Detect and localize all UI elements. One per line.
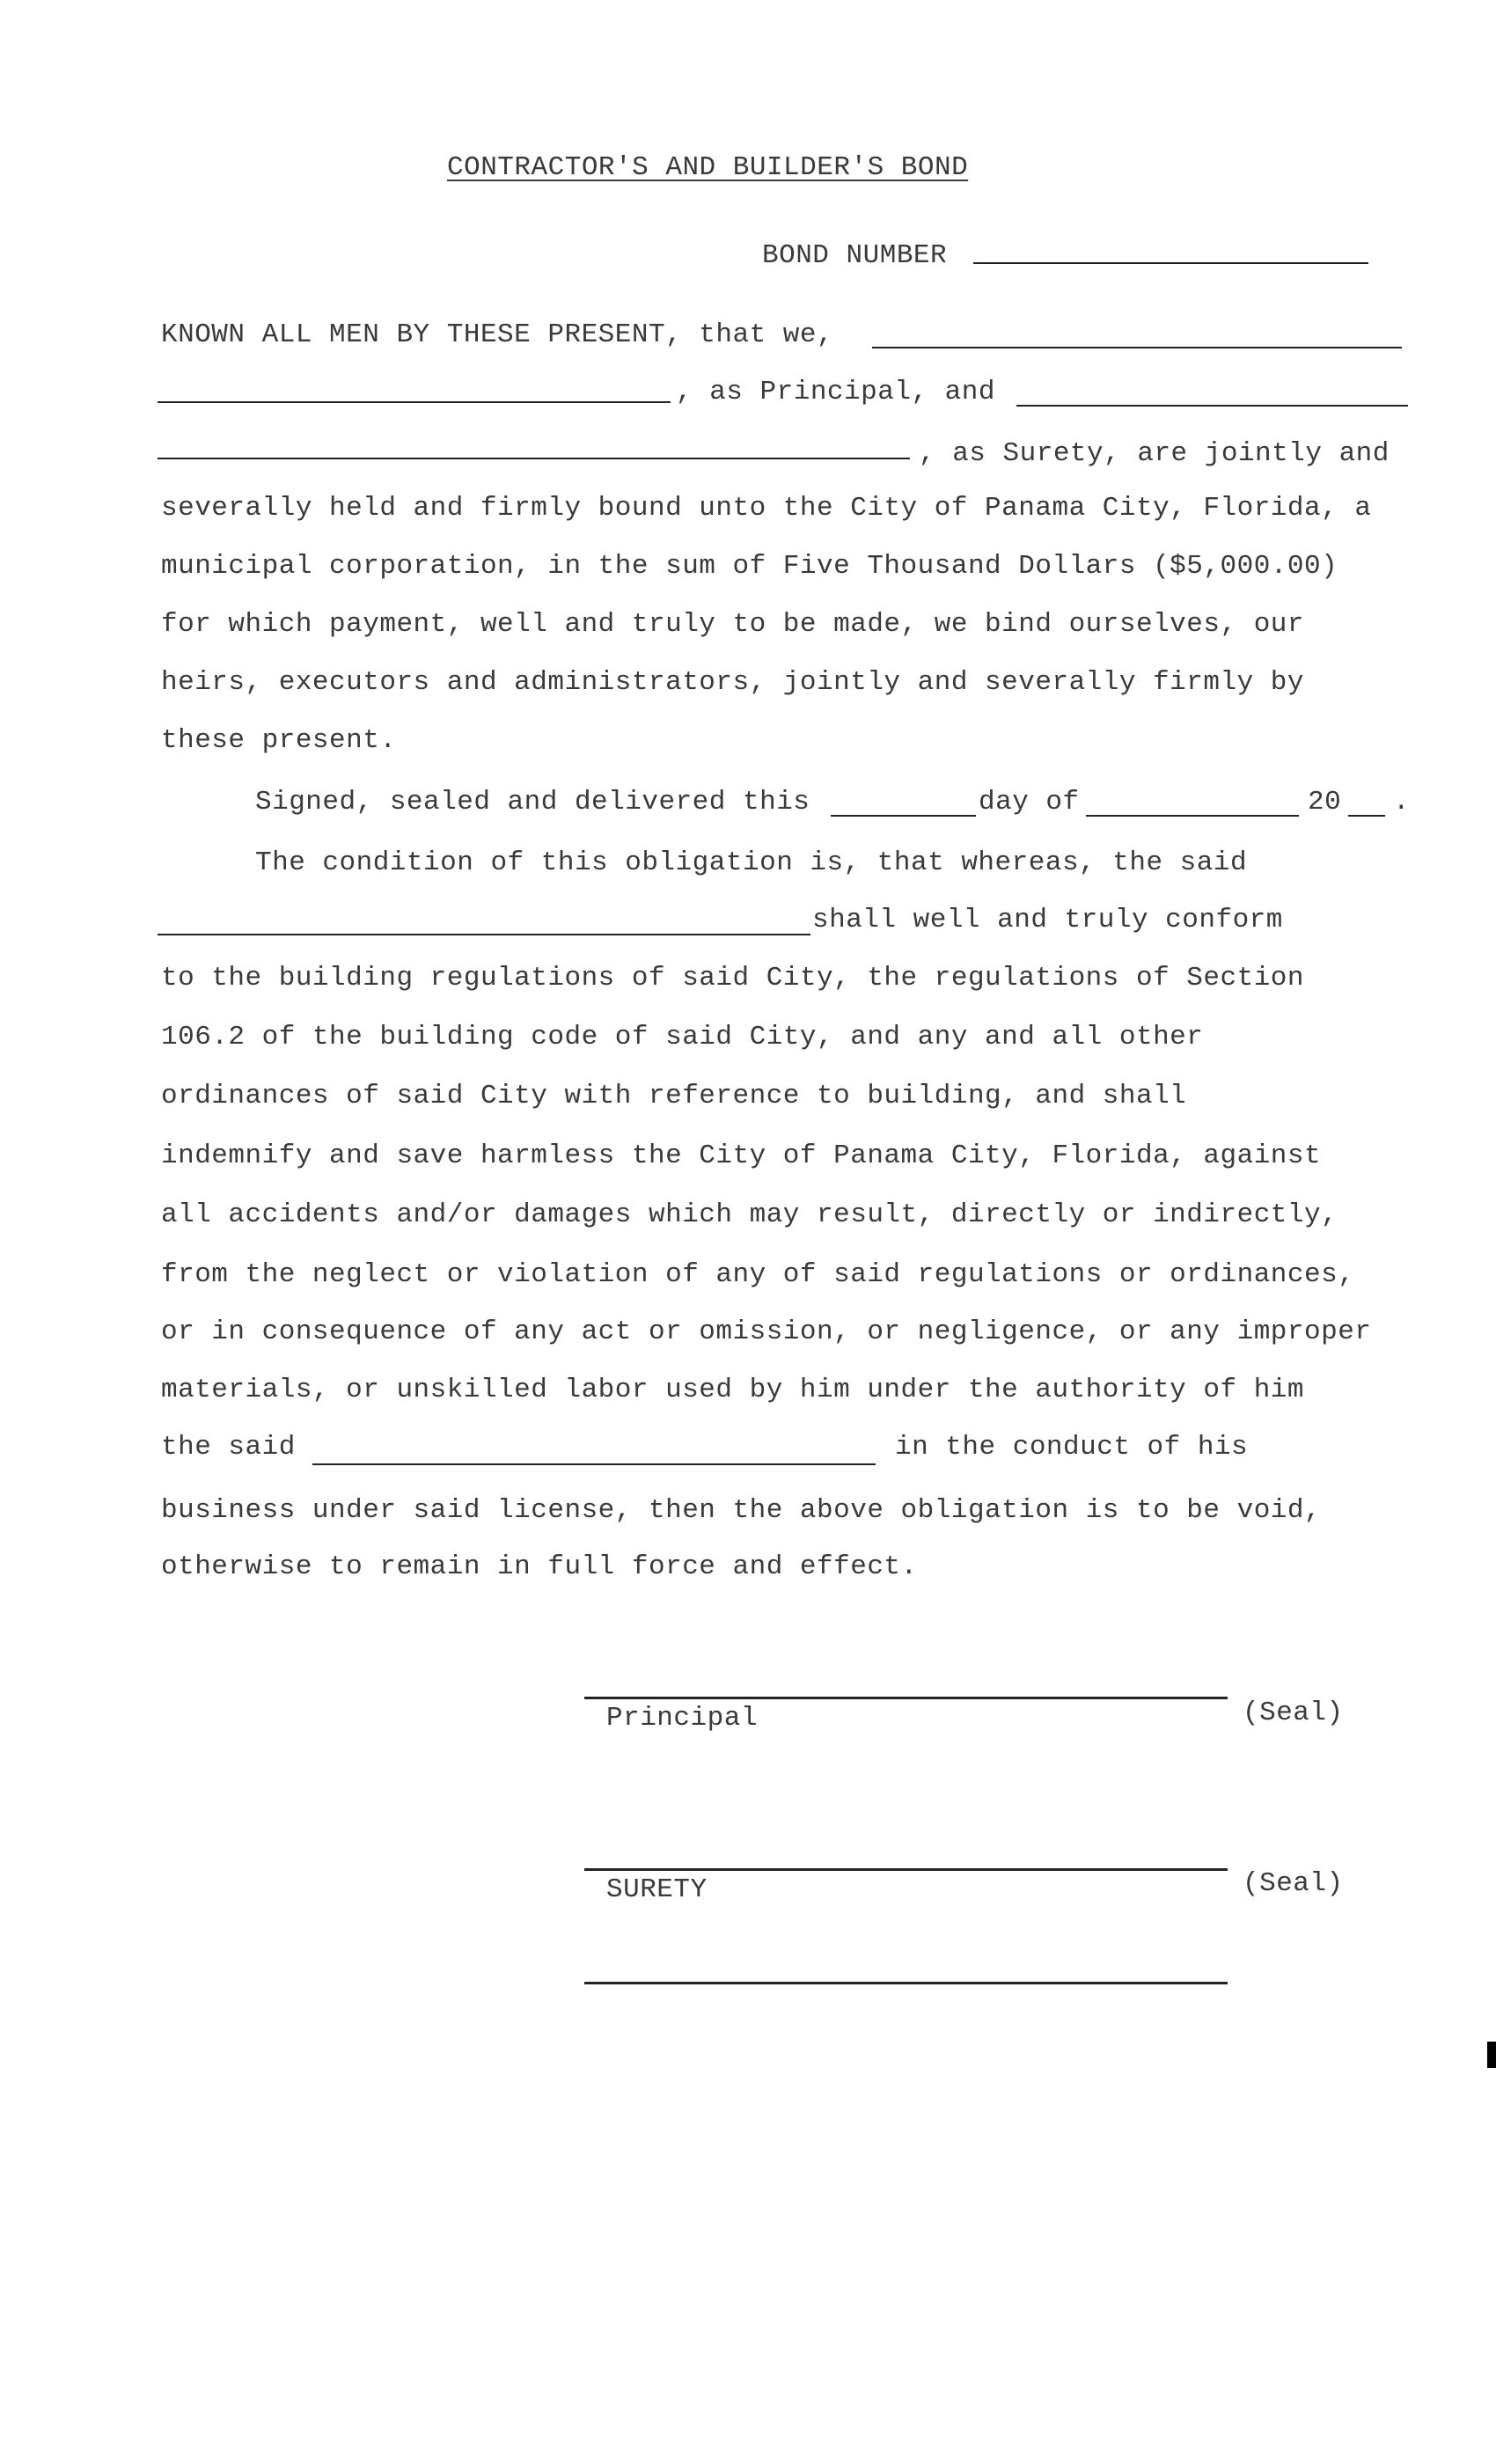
signed-period: . [1393,787,1411,818]
condition-in-conduct: in the conduct of his [895,1432,1249,1463]
first-party-name-field[interactable] [872,347,1402,348]
surety-company-field[interactable] [158,458,910,459]
document-title: CONTRACTOR'S AND BUILDER'S BOND [447,152,969,183]
condition-line-10: materials, or unskilled labor used by him under the authority of him [161,1375,1305,1405]
condition-line-7: all accidents and/or damages which may result, directly or indirectly, [161,1199,1338,1230]
principal-name-field[interactable] [158,401,671,403]
condition-line-1: The condition of this obligation is, that whereas, the said [255,847,1248,878]
signed-year-field[interactable] [1348,815,1385,817]
principal-signature-line[interactable] [584,1697,1228,1699]
licensee-name-field[interactable] [312,1463,876,1465]
surety-label: SURETY [606,1874,708,1905]
signed-year-prefix: 20 [1308,787,1342,818]
condition-line-3: to the building regulations of said City, the regulations of Section [161,963,1305,994]
surety-seal: (Seal) [1243,1868,1344,1899]
condition-line-9: or in consequence of any act or omission, or negligence, or any improper [161,1316,1372,1347]
signed-month-field[interactable] [1086,815,1299,817]
surety-name-field[interactable] [1016,405,1408,407]
intro-as-surety: , as Surety, are jointly and [919,438,1390,469]
condition-line-8: from the neglect or violation of any of said regulations or ordinances, [161,1259,1355,1290]
bond-number-label: BOND NUMBER [762,240,948,271]
edge-scan-mark [1487,2042,1496,2068]
principal-seal: (Seal) [1243,1698,1344,1728]
bond-number-field[interactable] [973,262,1368,264]
signed-day-field[interactable] [831,815,976,817]
intro-line-severally: severally held and firmly bound unto the City of Panama City, Florida, a [161,493,1372,524]
condition-the-said: the said [161,1432,296,1463]
intro-line-for-which: for which payment, well and truly to be made, we bind ourselves, our [161,609,1305,640]
principal-label: Principal [606,1703,758,1734]
contractor-name-field[interactable] [158,934,810,935]
signed-text: Signed, sealed and delivered this [255,787,810,818]
condition-line-6: indemnify and save harmless the City of Panama City, Florida, against [161,1140,1322,1171]
additional-signature-line[interactable] [584,1982,1228,1984]
condition-shall-well: shall well and truly conform [812,905,1283,935]
intro-line-these: these present. [161,725,397,756]
intro-line-municipal: municipal corporation, in the sum of Five Thousand Dollars ($5,000.00) [161,551,1338,582]
condition-line-12: business under said license, then the above obligation is to be void, [161,1495,1322,1526]
condition-line-4: 106.2 of the building code of said City, and any and all other [161,1022,1204,1052]
condition-line-5: ordinances of said City with reference to building, and shall [161,1081,1187,1111]
signed-day-of: day of [979,787,1080,818]
intro-as-principal: , as Principal, and [676,377,995,407]
intro-known-all-men: KNOWN ALL MEN BY THESE PRESENT, that we, [161,319,834,350]
intro-line-heirs: heirs, executors and administrators, jointly and severally firmly by [161,667,1305,698]
surety-signature-line[interactable] [584,1868,1228,1871]
condition-line-13: otherwise to remain in full force and effect. [161,1551,918,1582]
